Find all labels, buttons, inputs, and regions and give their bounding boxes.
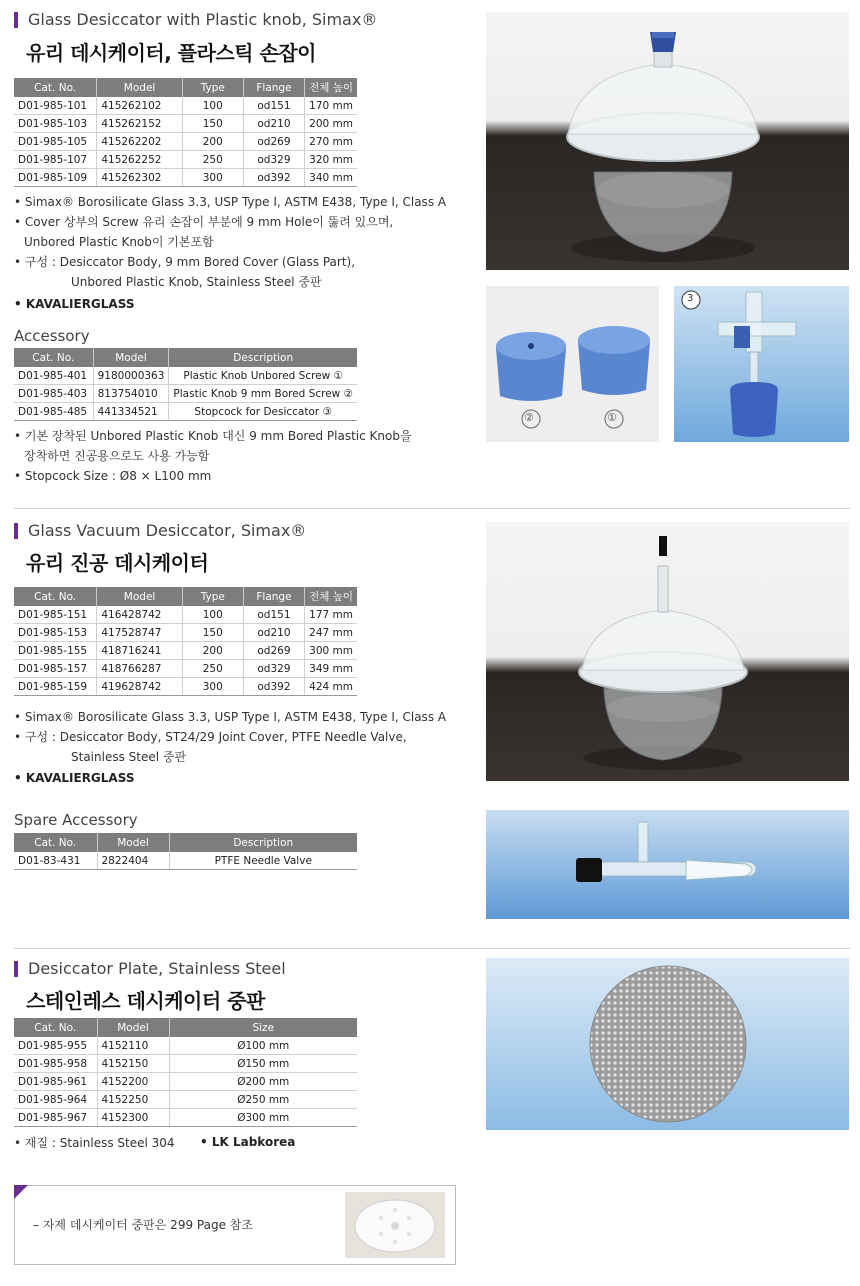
- col-model: Model: [97, 1018, 169, 1037]
- table-row: [14, 1091, 357, 1109]
- section2-title-kr: 유리 진공 데시케이터: [26, 551, 209, 575]
- section3-title-kr: 스테인레스 데시케이터 중판: [26, 989, 265, 1013]
- ceramic-plate-illustration: [345, 1192, 445, 1258]
- stopcock-illustration: [674, 286, 849, 442]
- cell: 247 mm: [305, 624, 357, 642]
- table-row: [14, 642, 357, 660]
- table-row: [14, 678, 357, 696]
- cell: 100: [182, 606, 243, 624]
- cell: 4152250: [97, 1091, 169, 1109]
- note-line: • Stopcock Size : Ø8 × L100 mm: [14, 469, 212, 483]
- cell: Ø100 mm: [169, 1037, 357, 1055]
- cell: D01-985-153: [14, 624, 97, 642]
- accessory-notes: [14, 426, 412, 486]
- knob-label-2: ②: [524, 411, 534, 424]
- section2-notes: [14, 707, 446, 767]
- cell: D01-985-103: [14, 115, 97, 133]
- desiccator-knob-illustration: [486, 12, 849, 270]
- cell: 415262152: [97, 115, 182, 133]
- steel-plate-photo: [486, 958, 849, 1130]
- col-height: 전체 높이: [305, 78, 357, 97]
- table-header-row: [14, 833, 357, 852]
- title-bar-marker: [14, 12, 18, 28]
- note-line: • 기본 장착된 Unbored Plastic Knob 대신 9 mm Bored Plastic Knob을: [14, 429, 412, 443]
- cell: 250: [182, 151, 243, 169]
- cell: 415262202: [97, 133, 182, 151]
- col-model: Model: [97, 833, 169, 852]
- cell: od392: [243, 169, 304, 187]
- cell: Ø250 mm: [169, 1091, 357, 1109]
- cell: 100: [182, 97, 243, 115]
- cell: 4152200: [97, 1073, 169, 1091]
- reference-note-text: – 자제 데시케이터 중판은 299 Page 참조: [33, 1218, 253, 1232]
- cell: Stopcock for Desiccator ③: [169, 403, 357, 421]
- title-bar-marker: [14, 961, 18, 977]
- col-type: Type: [182, 587, 243, 606]
- cell: 300: [182, 678, 243, 696]
- cell: od151: [243, 97, 304, 115]
- cell: 415262252: [97, 151, 182, 169]
- section3-title: Desiccator Plate, Stainless Steel: [14, 959, 286, 978]
- cell: od329: [243, 660, 304, 678]
- section1-spec-table: [14, 78, 357, 187]
- stopcock-photo: [674, 286, 849, 442]
- plastic-knobs-illustration: [486, 286, 659, 442]
- cell: 418766287: [97, 660, 182, 678]
- section3-spec-table: [14, 1018, 357, 1127]
- cell: PTFE Needle Valve: [169, 852, 357, 870]
- cell: D01-985-967: [14, 1109, 97, 1127]
- cell: 2822404: [97, 852, 169, 870]
- col-model: Model: [97, 78, 182, 97]
- table-row: [14, 1073, 357, 1091]
- note-line: • Simax® Borosilicate Glass 3.3, USP Type I, ASTM E438, Type I, Class A: [14, 195, 447, 209]
- cell: 170 mm: [305, 97, 357, 115]
- table-row: [14, 1037, 357, 1055]
- cell: od392: [243, 678, 304, 696]
- cell: od329: [243, 151, 304, 169]
- section2-spec-table: [14, 587, 357, 696]
- cell: od269: [243, 642, 304, 660]
- corner-marker: [14, 1185, 28, 1199]
- cell: 300: [182, 169, 243, 187]
- cell: 300 mm: [305, 642, 357, 660]
- table-header-row: [14, 78, 357, 97]
- table-header-row: [14, 348, 357, 367]
- table-row: [14, 606, 357, 624]
- cell: 200: [182, 642, 243, 660]
- table-row: [14, 1055, 357, 1073]
- cell: 4152300: [97, 1109, 169, 1127]
- reference-note-box: [14, 1185, 456, 1265]
- col-cat-no: Cat. No.: [14, 1018, 97, 1037]
- table-row: [14, 1109, 357, 1127]
- steel-plate-illustration: [486, 958, 849, 1130]
- cell: 9180000363: [93, 367, 169, 385]
- col-flange: Flange: [243, 587, 304, 606]
- cell: 424 mm: [305, 678, 357, 696]
- spare-accessory-table: [14, 833, 357, 870]
- knob-label-1: ①: [607, 411, 617, 424]
- cell: 320 mm: [305, 151, 357, 169]
- section3-brand: • LK Labkorea: [200, 1135, 296, 1149]
- cell: 419628742: [97, 678, 182, 696]
- cell: od151: [243, 606, 304, 624]
- table-row: [14, 624, 357, 642]
- cell: D01-985-159: [14, 678, 97, 696]
- cell: 813754010: [93, 385, 169, 403]
- cell: D01-985-403: [14, 385, 93, 403]
- table-row: [14, 367, 357, 385]
- cell: 177 mm: [305, 606, 357, 624]
- note-line: • Cover 상부의 Screw 유리 손잡이 부분에 9 mm Hole이 뚫려 있으며,: [14, 215, 394, 229]
- note-line: • 구성 : Desiccator Body, 9 mm Bored Cover (Glass Part),: [14, 255, 356, 269]
- cell: 415262102: [97, 97, 182, 115]
- needle-valve-illustration: [486, 810, 849, 919]
- note-line: Unbored Plastic Knob, Stainless Steel 중판: [71, 275, 322, 289]
- stopcock-label-3: 3: [687, 293, 694, 304]
- col-cat-no: Cat. No.: [14, 78, 97, 97]
- cell: D01-985-107: [14, 151, 97, 169]
- cell: 416428742: [97, 606, 182, 624]
- cell: 441334521: [93, 403, 169, 421]
- vacuum-desiccator-photo: [486, 522, 849, 781]
- section2-brand: • KAVALIERGLASS: [14, 771, 135, 785]
- cell: D01-985-958: [14, 1055, 97, 1073]
- vacuum-desiccator-illustration: [486, 522, 849, 781]
- cell: 4152110: [97, 1037, 169, 1055]
- col-model: Model: [97, 587, 182, 606]
- cell: 250: [182, 660, 243, 678]
- table-row: [14, 852, 357, 870]
- cell: D01-83-431: [14, 852, 97, 870]
- cell: 349 mm: [305, 660, 357, 678]
- cell: 200: [182, 133, 243, 151]
- desiccator-knob-photo: [486, 12, 849, 270]
- section-divider: [14, 948, 850, 949]
- cell: od269: [243, 133, 304, 151]
- needle-valve-photo: [486, 810, 849, 919]
- table-row: [14, 169, 357, 187]
- cell: D01-985-151: [14, 606, 97, 624]
- plastic-knobs-photo: [486, 286, 659, 442]
- section1-title: Glass Desiccator with Plastic knob, Simax®: [14, 10, 377, 29]
- col-model: Model: [93, 348, 169, 367]
- section1-title-kr: 유리 데시케이터, 플라스틱 손잡이: [26, 41, 316, 65]
- col-size: Size: [169, 1018, 357, 1037]
- table-row: [14, 133, 357, 151]
- cell: 340 mm: [305, 169, 357, 187]
- cell: D01-985-401: [14, 367, 93, 385]
- section1-notes: [14, 192, 446, 292]
- col-cat-no: Cat. No.: [14, 833, 97, 852]
- table-header-row: [14, 587, 357, 606]
- table-header-row: [14, 1018, 357, 1037]
- cell: D01-985-961: [14, 1073, 97, 1091]
- cell: 4152150: [97, 1055, 169, 1073]
- cell: Plastic Knob 9 mm Bored Screw ②: [169, 385, 357, 403]
- accessory-title: Accessory: [14, 327, 90, 345]
- table-row: [14, 97, 357, 115]
- section2-title: Glass Vacuum Desiccator, Simax®: [14, 521, 306, 540]
- cell: D01-985-109: [14, 169, 97, 187]
- cell: Ø200 mm: [169, 1073, 357, 1091]
- table-row: [14, 385, 357, 403]
- accessory-table: [14, 348, 357, 421]
- cell: 150: [182, 624, 243, 642]
- cell: 415262302: [97, 169, 182, 187]
- note-line: • 구성 : Desiccator Body, ST24/29 Joint Cover, PTFE Needle Valve,: [14, 730, 407, 744]
- cell: 418716241: [97, 642, 182, 660]
- note-line: Unbored Plastic Knob이 기본포함: [24, 235, 214, 249]
- col-cat-no: Cat. No.: [14, 587, 97, 606]
- cell: D01-985-105: [14, 133, 97, 151]
- col-flange: Flange: [243, 78, 304, 97]
- note-line: 장착하면 진공용으로도 사용 가능함: [24, 449, 210, 463]
- cell: D01-985-964: [14, 1091, 97, 1109]
- title-bar-marker: [14, 523, 18, 539]
- section3-material: • 재질 : Stainless Steel 304: [14, 1136, 175, 1150]
- spare-accessory-title: Spare Accessory: [14, 811, 138, 829]
- cell: D01-985-955: [14, 1037, 97, 1055]
- table-row: [14, 660, 357, 678]
- table-row: [14, 151, 357, 169]
- cell: od210: [243, 624, 304, 642]
- table-row: [14, 403, 357, 421]
- col-description: Description: [169, 833, 357, 852]
- cell: Ø300 mm: [169, 1109, 357, 1127]
- cell: Ø150 mm: [169, 1055, 357, 1073]
- cell: 150: [182, 115, 243, 133]
- cell: D01-985-101: [14, 97, 97, 115]
- cell: od210: [243, 115, 304, 133]
- cell: 200 mm: [305, 115, 357, 133]
- cell: 270 mm: [305, 133, 357, 151]
- cell: D01-985-155: [14, 642, 97, 660]
- col-type: Type: [182, 78, 243, 97]
- note-line: • Simax® Borosilicate Glass 3.3, USP Type I, ASTM E438, Type I, Class A: [14, 710, 447, 724]
- section-divider: [14, 508, 850, 509]
- col-description: Description: [169, 348, 357, 367]
- cell: 417528747: [97, 624, 182, 642]
- section1-brand: • KAVALIERGLASS: [14, 297, 135, 311]
- cell: D01-985-485: [14, 403, 93, 421]
- note-line: Stainless Steel 중판: [71, 750, 187, 764]
- cell: D01-985-157: [14, 660, 97, 678]
- col-height: 전체 높이: [305, 587, 357, 606]
- table-row: [14, 115, 357, 133]
- cell: Plastic Knob Unbored Screw ①: [169, 367, 357, 385]
- col-cat-no: Cat. No.: [14, 348, 93, 367]
- ceramic-plate-photo: [345, 1192, 445, 1258]
